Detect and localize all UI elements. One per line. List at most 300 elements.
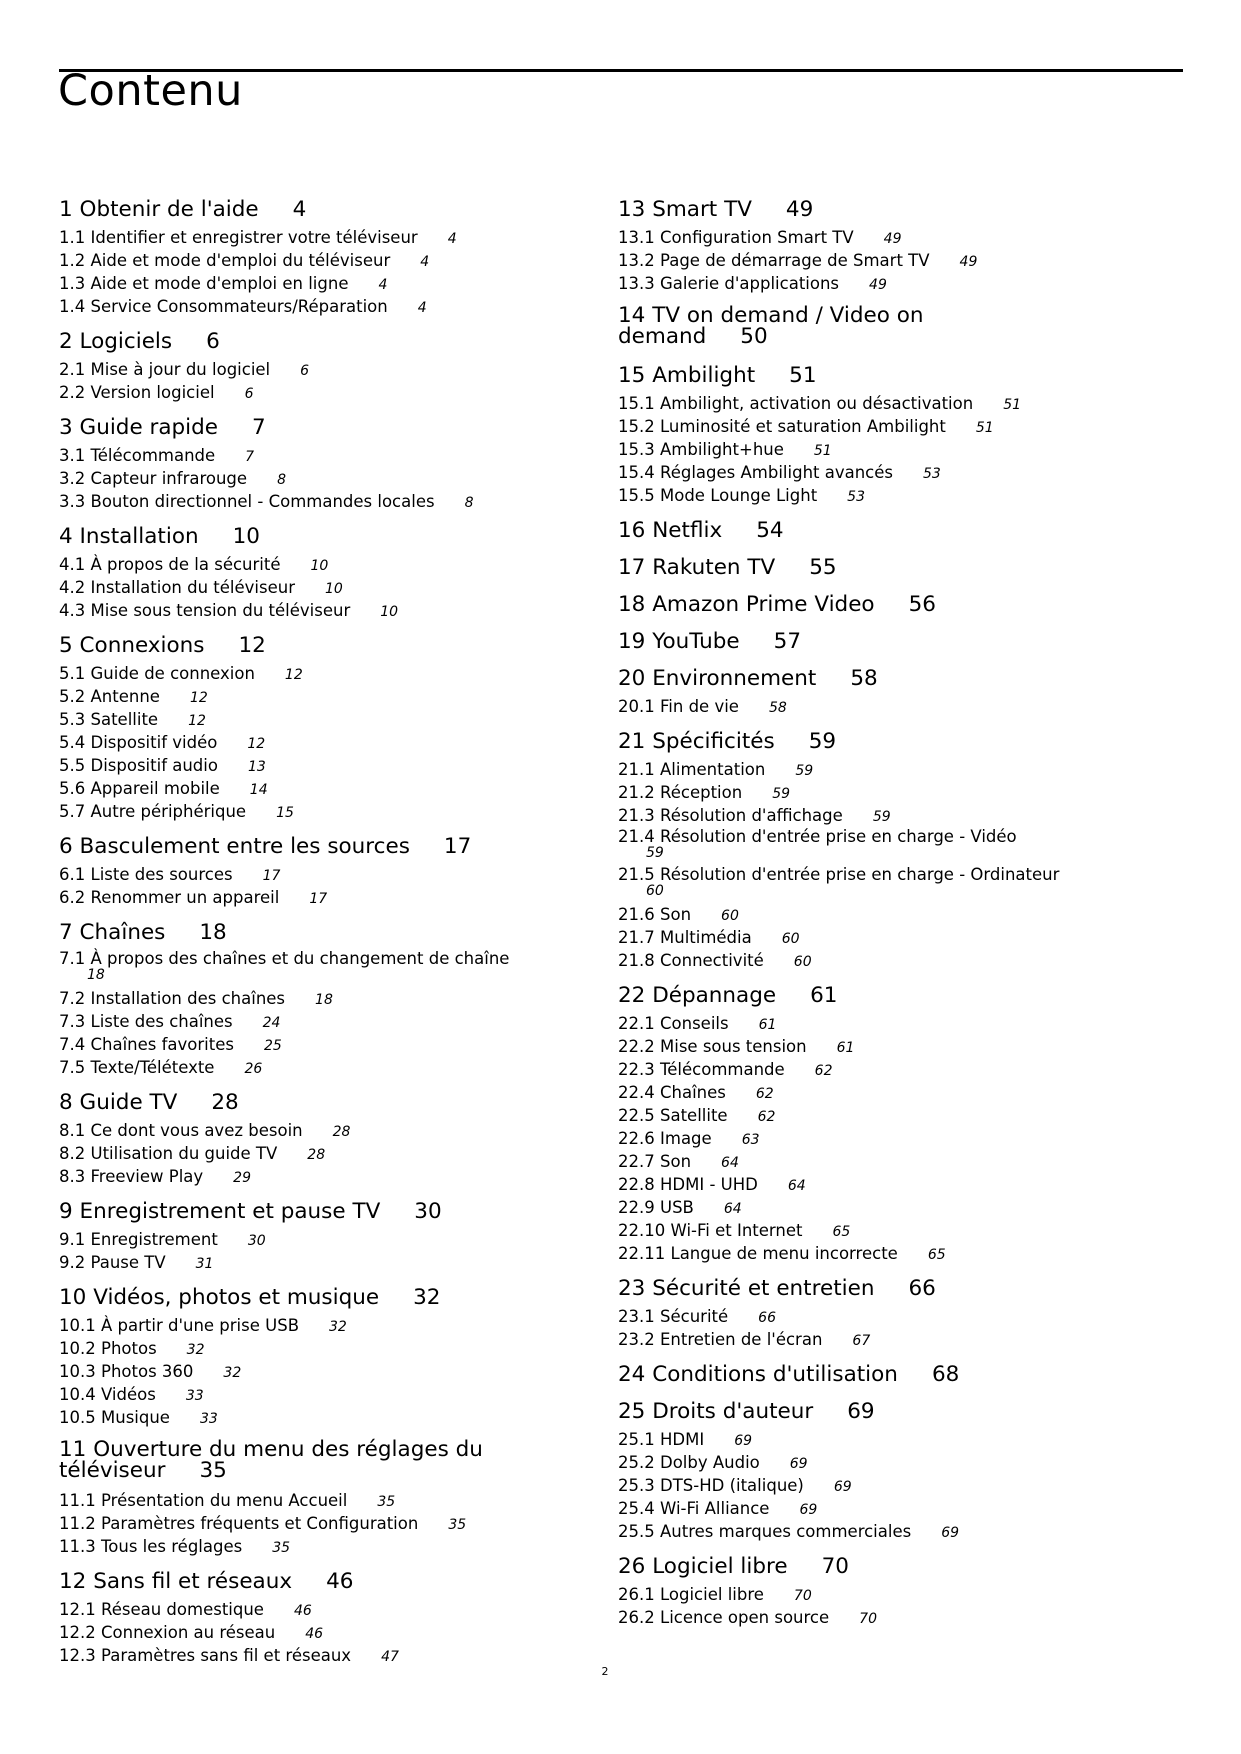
toc-section-heading[interactable]: [59, 196, 599, 224]
toc-subsection[interactable]: [618, 1607, 1188, 1630]
toc-subsection-list: [618, 1429, 1188, 1544]
section-number: 23: [618, 1276, 646, 1301]
toc-section: [59, 414, 599, 514]
subsection-number: 20.1: [618, 697, 655, 716]
toc-subsection[interactable]: [618, 1128, 1188, 1151]
subsection-page: 46: [293, 1603, 312, 1619]
toc-subsection[interactable]: [618, 1220, 1188, 1243]
section-number: 3: [59, 415, 73, 440]
subsection-number: 25.4: [618, 1499, 655, 1518]
toc-subsection[interactable]: [59, 600, 599, 623]
toc-subsection[interactable]: [59, 577, 599, 600]
toc-subsection[interactable]: [618, 1151, 1188, 1174]
section-page: 28: [211, 1090, 239, 1115]
subsection-number: 5.1: [59, 664, 86, 683]
subsection-page: 46: [305, 1626, 324, 1642]
subsection-title: HDMI: [660, 1430, 705, 1449]
subsection-title: Antenne: [90, 687, 160, 706]
subsection-number: 7.3: [59, 1012, 86, 1031]
toc-section-heading[interactable]: [618, 628, 1188, 656]
subsection-page: 14: [249, 782, 268, 798]
toc-section: [618, 362, 1188, 508]
subsection-page: 59: [795, 763, 814, 779]
subsection-title: Photos 360: [101, 1362, 194, 1381]
subsection-title: Service Consommateurs/Réparation: [90, 297, 388, 316]
toc-section: [618, 628, 1188, 656]
toc-subsection[interactable]: [59, 296, 599, 319]
toc-section-heading[interactable]: [618, 362, 1188, 390]
toc-subsection[interactable]: [59, 755, 599, 778]
section-page: 55: [809, 555, 837, 580]
subsection-page: 12: [188, 713, 206, 729]
subsection-title: Ce dont vous avez besoin: [90, 1121, 303, 1140]
toc-subsection[interactable]: [59, 1384, 599, 1407]
subsection-page: 60: [793, 954, 812, 970]
section-number: 21: [618, 729, 646, 754]
toc-subsection[interactable]: [59, 1513, 599, 1536]
toc-subsection[interactable]: [618, 1036, 1188, 1059]
subsection-page: 69: [833, 1479, 852, 1495]
subsection-number: 4.1: [59, 555, 86, 574]
subsection-page: 66: [758, 1310, 776, 1326]
subsection-title: Télécommande: [90, 446, 216, 465]
toc-subsection[interactable]: [618, 393, 1188, 416]
subsection-number: 23.2: [618, 1330, 655, 1349]
toc-section-heading[interactable]: [618, 196, 1188, 224]
subsection-title: Enregistrement: [90, 1230, 218, 1249]
subsection-title: Connectivité: [660, 951, 764, 970]
toc-subsection[interactable]: [618, 416, 1188, 439]
subsection-number: 21.5: [618, 865, 655, 884]
toc-section-heading[interactable]: [59, 414, 599, 442]
toc-section-heading[interactable]: [59, 1198, 599, 1226]
toc-subsection[interactable]: [59, 1361, 599, 1384]
subsection-title: Résolution d'affichage: [660, 806, 843, 825]
subsection-number: 2.1: [59, 360, 86, 379]
subsection-page: 17: [309, 891, 328, 907]
toc-subsection[interactable]: [59, 1490, 599, 1513]
subsection-title: HDMI - UHD: [660, 1175, 758, 1194]
section-number: 5: [59, 633, 73, 658]
subsection-page: 51: [813, 443, 832, 459]
subsection-page: 64: [787, 1178, 806, 1194]
section-page: 61: [810, 983, 838, 1008]
section-page: 18: [199, 920, 227, 945]
toc-subsection[interactable]: [59, 778, 599, 801]
subsection-page: 60: [781, 931, 800, 947]
toc-subsection[interactable]: [618, 1105, 1188, 1128]
toc-subsection-list: [618, 759, 1188, 973]
toc-section-heading[interactable]: [618, 305, 1058, 353]
toc-section-heading[interactable]: [618, 1361, 1188, 1389]
toc-section: [618, 982, 1188, 1266]
subsection-number: 23.1: [618, 1307, 655, 1326]
subsection-page: 6: [244, 386, 254, 402]
section-page: 69: [847, 1399, 875, 1424]
subsection-title: Paramètres fréquents et Configuration: [101, 1514, 419, 1533]
toc-subsection[interactable]: [618, 1243, 1188, 1266]
subsection-title: Bouton directionnel - Commandes locales: [90, 492, 435, 511]
section-title: Logiciels: [79, 329, 173, 354]
toc-subsection[interactable]: [59, 1057, 599, 1080]
toc-subsection-list: [59, 227, 599, 319]
toc-subsection[interactable]: [59, 1011, 599, 1034]
subsection-title: Entretien de l'écran: [660, 1330, 823, 1349]
subsection-number: 25.1: [618, 1430, 655, 1449]
subsection-number: 12.2: [59, 1623, 96, 1642]
section-title: TV on demand / Video on demand: [618, 303, 924, 349]
subsection-title: Licence open source: [660, 1608, 830, 1627]
subsection-page: 49: [883, 231, 902, 247]
toc-subsection[interactable]: [59, 950, 599, 984]
subsection-page: 47: [381, 1649, 399, 1665]
toc-subsection-list: [59, 663, 599, 824]
toc-subsection[interactable]: [618, 1306, 1188, 1329]
toc-subsection[interactable]: [59, 1315, 599, 1338]
subsection-number: 10.2: [59, 1339, 96, 1358]
subsection-title: Conseils: [660, 1014, 729, 1033]
toc-subsection-list: [59, 1599, 599, 1668]
toc-subsection[interactable]: [618, 1475, 1188, 1498]
toc-section: [59, 833, 599, 910]
subsection-page: 69: [941, 1525, 960, 1541]
toc-section-heading[interactable]: [59, 919, 599, 947]
toc-subsection[interactable]: [618, 696, 1188, 719]
section-title: Obtenir de l'aide: [79, 197, 259, 222]
toc-subsection[interactable]: [618, 1013, 1188, 1036]
toc-section-heading[interactable]: [59, 1568, 599, 1596]
section-number: 8: [59, 1090, 73, 1115]
toc-subsection[interactable]: [59, 227, 599, 250]
subsection-page: 69: [734, 1433, 753, 1449]
toc-subsection[interactable]: [59, 1034, 599, 1057]
subsection-page: 29: [233, 1170, 251, 1186]
subsection-title: Autres marques commerciales: [660, 1522, 912, 1541]
subsection-page: 32: [329, 1319, 347, 1335]
subsection-title: Musique: [101, 1408, 170, 1427]
subsection-page: 26: [244, 1061, 263, 1077]
subsection-title: Satellite: [660, 1106, 728, 1125]
toc-subsection-list: [618, 1013, 1188, 1266]
subsection-number: 21.1: [618, 760, 655, 779]
subsection-title: Wi-Fi et Internet: [670, 1221, 803, 1240]
subsection-page: 61: [758, 1017, 777, 1033]
subsection-page: 10: [380, 604, 399, 620]
subsection-title: Wi-Fi Alliance: [660, 1499, 770, 1518]
section-number: 20: [618, 666, 646, 691]
subsection-page: 69: [799, 1502, 818, 1518]
subsection-number: 3.2: [59, 469, 86, 488]
subsection-number: 11.2: [59, 1514, 96, 1533]
toc-subsection[interactable]: [618, 1082, 1188, 1105]
subsection-page: 49: [869, 277, 887, 293]
section-number: 11: [59, 1437, 87, 1462]
section-title: Basculement entre les sources: [79, 834, 410, 859]
toc-subsection[interactable]: [59, 445, 599, 468]
section-title: Rakuten TV: [652, 555, 776, 580]
subsection-page: 13: [247, 759, 266, 775]
section-number: 24: [618, 1362, 646, 1387]
toc-subsection[interactable]: [618, 1329, 1188, 1352]
toc-section: [618, 305, 1188, 353]
toc-subsection[interactable]: [618, 828, 1188, 862]
subsection-page: 33: [185, 1388, 204, 1404]
toc-subsection[interactable]: [59, 1143, 599, 1166]
subsection-title: Son: [660, 905, 692, 924]
toc-subsection[interactable]: [618, 805, 1188, 828]
subsection-number: 7.2: [59, 989, 86, 1008]
toc-section: [618, 1275, 1188, 1352]
section-title: Guide TV: [79, 1090, 178, 1115]
toc-subsection[interactable]: [59, 382, 599, 405]
toc-section-heading[interactable]: [618, 728, 1188, 756]
toc-subsection-list: [618, 696, 1188, 719]
subsection-page: 53: [847, 489, 865, 505]
subsection-number: 21.4: [618, 827, 655, 846]
toc-subsection[interactable]: [618, 250, 1188, 273]
toc-section-heading[interactable]: [618, 982, 1188, 1010]
section-title: Environnement: [652, 666, 817, 691]
toc-subsection[interactable]: [59, 250, 599, 273]
subsection-number: 13.2: [618, 251, 655, 270]
toc-section: [618, 1361, 1188, 1389]
subsection-page: 62: [814, 1063, 833, 1079]
toc-subsection[interactable]: [618, 927, 1188, 950]
toc-subsection-list: [59, 445, 599, 514]
toc-subsection[interactable]: [618, 1584, 1188, 1607]
toc-section: [618, 728, 1188, 973]
subsection-number: 21.6: [618, 905, 655, 924]
subsection-title: À propos de la sécurité: [90, 555, 281, 574]
toc-subsection[interactable]: [618, 273, 1188, 296]
toc-section-heading[interactable]: [59, 833, 599, 861]
toc-section-heading[interactable]: [59, 1439, 499, 1487]
toc-subsection-list: [618, 393, 1188, 508]
subsection-page: 64: [721, 1155, 739, 1171]
toc-subsection[interactable]: [618, 485, 1188, 508]
subsection-number: 6.2: [59, 888, 86, 907]
subsection-number: 25.3: [618, 1476, 655, 1495]
subsection-page: 8: [464, 495, 474, 511]
toc-subsection[interactable]: [618, 1059, 1188, 1082]
toc-subsection[interactable]: [618, 759, 1188, 782]
section-number: 17: [618, 555, 646, 580]
subsection-page: 32: [186, 1342, 205, 1358]
subsection-number: 22.3: [618, 1060, 655, 1079]
subsection-title: Alimentation: [660, 760, 766, 779]
toc-subsection[interactable]: [59, 1622, 599, 1645]
toc-section-heading[interactable]: [618, 1398, 1188, 1426]
toc-section-heading[interactable]: [618, 554, 1188, 582]
section-title: Amazon Prime Video: [652, 592, 875, 617]
subsection-number: 26.2: [618, 1608, 655, 1627]
toc-subsection[interactable]: [59, 1229, 599, 1252]
subsection-number: 21.8: [618, 951, 655, 970]
subsection-number: 22.7: [618, 1152, 655, 1171]
toc-section: [618, 554, 1188, 582]
section-number: 7: [59, 920, 73, 945]
toc-subsection[interactable]: [59, 709, 599, 732]
subsection-title: Capteur infrarouge: [90, 469, 248, 488]
subsection-number: 10.4: [59, 1385, 96, 1404]
toc-subsection[interactable]: [618, 462, 1188, 485]
toc-section: [59, 1198, 599, 1275]
subsection-title: Chaînes favorites: [90, 1035, 234, 1054]
toc-subsection[interactable]: [59, 1166, 599, 1189]
toc-section-heading[interactable]: [59, 1284, 599, 1312]
toc-section: [59, 632, 599, 824]
subsection-number: 21.7: [618, 928, 655, 947]
subsection-number: 11.3: [59, 1537, 96, 1556]
toc-subsection[interactable]: [618, 866, 1188, 900]
section-page: 56: [908, 592, 936, 617]
section-number: 13: [618, 197, 646, 222]
toc-subsection[interactable]: [618, 1174, 1188, 1197]
section-page: 70: [821, 1554, 849, 1579]
subsection-number: 5.3: [59, 710, 86, 729]
subsection-number: 5.6: [59, 779, 86, 798]
toc-section-heading[interactable]: [618, 591, 1188, 619]
toc-subsection[interactable]: [618, 904, 1188, 927]
toc-subsection[interactable]: [59, 801, 599, 824]
toc-left-column: [59, 196, 599, 1677]
toc-subsection[interactable]: [59, 273, 599, 296]
toc-subsection[interactable]: [59, 686, 599, 709]
subsection-page: 28: [307, 1147, 326, 1163]
subsection-title: DTS-HD (italique): [660, 1476, 804, 1495]
toc-section-heading[interactable]: [59, 523, 599, 551]
subsection-number: 8.3: [59, 1167, 86, 1186]
subsection-number: 2.2: [59, 383, 86, 402]
section-number: 2: [59, 329, 73, 354]
toc-section-heading[interactable]: [618, 1553, 1188, 1581]
subsection-page: 49: [959, 254, 978, 270]
toc-section: [618, 1553, 1188, 1630]
subsection-page: 12: [189, 690, 208, 706]
subsection-page: 33: [199, 1411, 218, 1427]
section-page: 59: [808, 729, 837, 754]
subsection-title: Paramètres sans fil et réseaux: [101, 1646, 352, 1665]
subsection-title: Version logiciel: [90, 383, 215, 402]
subsection-page: 6: [300, 363, 310, 379]
subsection-title: Connexion au réseau: [101, 1623, 276, 1642]
toc-subsection[interactable]: [59, 864, 599, 887]
toc-section-heading[interactable]: [618, 1275, 1188, 1303]
section-page: 57: [773, 629, 801, 654]
subsection-title: Texte/Télétexte: [90, 1058, 215, 1077]
section-page: 54: [756, 518, 784, 543]
subsection-number: 8.2: [59, 1144, 86, 1163]
toc-subsection[interactable]: [59, 887, 599, 910]
subsection-number: 22.5: [618, 1106, 655, 1125]
toc-subsection[interactable]: [59, 1338, 599, 1361]
subsection-title: Dispositif audio: [90, 756, 218, 775]
subsection-title: Présentation du menu Accueil: [101, 1491, 348, 1510]
section-title: Sécurité et entretien: [652, 1276, 875, 1301]
section-number: 15: [618, 363, 646, 388]
toc-section-heading[interactable]: [618, 665, 1188, 693]
subsection-number: 12.3: [59, 1646, 96, 1665]
subsection-title: Son: [660, 1152, 692, 1171]
subsection-number: 10.3: [59, 1362, 96, 1381]
subsection-title: Liste des sources: [90, 865, 233, 884]
section-title: Vidéos, photos et musique: [93, 1285, 380, 1310]
toc-section-heading[interactable]: [618, 517, 1188, 545]
toc-subsection[interactable]: [59, 732, 599, 755]
section-page: 12: [238, 633, 266, 658]
toc-section-heading[interactable]: [59, 1089, 599, 1117]
subsection-number: 26.1: [618, 1585, 655, 1604]
section-page: 49: [785, 197, 814, 222]
toc-section-heading[interactable]: [59, 632, 599, 660]
subsection-page: 8: [277, 472, 286, 488]
subsection-page: 35: [377, 1494, 396, 1510]
subsection-title: Mise à jour du logiciel: [90, 360, 271, 379]
subsection-number: 21.3: [618, 806, 655, 825]
subsection-title: Liste des chaînes: [90, 1012, 233, 1031]
subsection-number: 21.2: [618, 783, 655, 802]
toc-subsection[interactable]: [618, 227, 1188, 250]
toc-subsection[interactable]: [618, 1197, 1188, 1220]
toc-subsection[interactable]: [59, 359, 599, 382]
subsection-page: 70: [859, 1611, 877, 1627]
toc-subsection[interactable]: [59, 1120, 599, 1143]
toc-subsection[interactable]: [59, 1252, 599, 1275]
toc-subsection-list: [59, 1315, 599, 1430]
subsection-title: Logiciel libre: [660, 1585, 764, 1604]
subsection-number: 1.3: [59, 274, 86, 293]
toc-subsection[interactable]: [618, 1498, 1188, 1521]
toc-subsection[interactable]: [59, 1407, 599, 1430]
toc-subsection[interactable]: [59, 1599, 599, 1622]
toc-subsection[interactable]: [59, 1536, 599, 1559]
toc-subsection[interactable]: [618, 439, 1188, 462]
toc-subsection[interactable]: [59, 491, 599, 514]
section-number: 6: [59, 834, 73, 859]
subsection-number: 22.9: [618, 1198, 655, 1217]
subsection-title: Résolution d'entrée prise en charge - Vidéo: [660, 827, 1017, 846]
toc-subsection[interactable]: [618, 1521, 1188, 1544]
subsection-title: Installation du téléviseur: [90, 578, 296, 597]
subsection-title: Image: [660, 1129, 712, 1148]
section-title: Spécificités: [652, 729, 775, 754]
subsection-page: 53: [923, 466, 941, 482]
subsection-number: 1.1: [59, 228, 86, 247]
toc-subsection[interactable]: [618, 1429, 1188, 1452]
toc-subsection[interactable]: [618, 1452, 1188, 1475]
toc-subsection[interactable]: [618, 950, 1188, 973]
toc-section: [59, 1568, 599, 1668]
subsection-title: Mise sous tension du téléviseur: [90, 601, 351, 620]
toc-subsection[interactable]: [59, 988, 599, 1011]
toc-subsection[interactable]: [618, 782, 1188, 805]
section-title: Sans fil et réseaux: [93, 1569, 293, 1594]
toc-subsection[interactable]: [59, 554, 599, 577]
subsection-page: 7: [245, 449, 255, 465]
toc-subsection[interactable]: [59, 663, 599, 686]
subsection-number: 25.5: [618, 1522, 655, 1541]
subsection-page: 62: [757, 1109, 776, 1125]
subsection-title: Langue de menu incorrecte: [670, 1244, 898, 1263]
subsection-title: Utilisation du guide TV: [90, 1144, 278, 1163]
section-page: 51: [789, 363, 817, 388]
section-number: 16: [618, 518, 646, 543]
subsection-page: 61: [836, 1040, 855, 1056]
subsection-number: 25.2: [618, 1453, 655, 1472]
toc-section-heading[interactable]: [59, 328, 599, 356]
subsection-page: 67: [852, 1333, 871, 1349]
toc-subsection[interactable]: [59, 468, 599, 491]
